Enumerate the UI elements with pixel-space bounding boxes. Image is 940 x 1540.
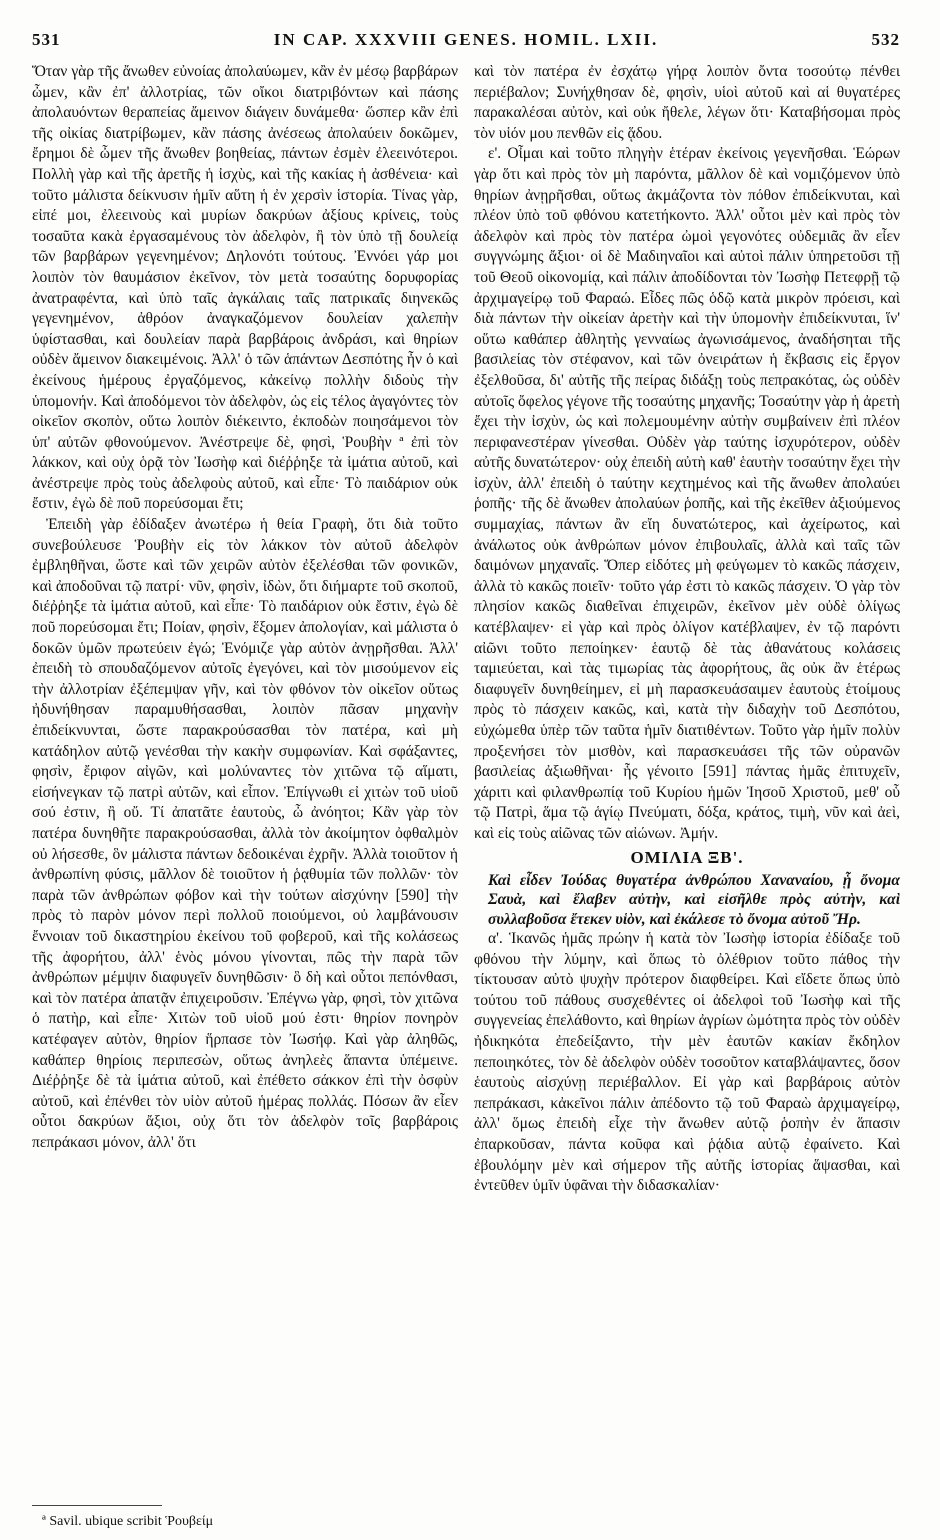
running-header xyxy=(32,30,900,56)
paragraph: Ὅταν γὰρ τῆς ἄνωθεν εὐνοίας ἀπολαύωμεν, κἂν ἐν μέσῳ βαρβάρων ὦμεν, κἂν ἐπ' ἀλλοτρίας, τῶν οἴκοι διατριβόντων καὶ πάσης ἀπολαυόντων θεραπείας ἄμεινον διάγειν δυνάμεθα· ὥσπερ κἂν ἐπὶ τῆς οἰκίας διατρίβωμεν, κἂν πάσης ἀνέσεως ἀπολαύειν δοκῶμεν, ἔρημοι δὲ ὦμεν τῆς ἄνωθεν βοηθείας, πάντων ἐσμὲν ἐλεεινότεροι. Πολλὴ γὰρ καὶ τῆς ἀρετῆς ἡ ἰσχὺς, καὶ τῆς κακίας ἡ ἀσθένεια· καὶ τοῦτο μάλιστα δείκνυσιν ἡμῖν αὕτη ἡ ἐν χερσὶν ἱστορία. Τίνας γὰρ, εἰπέ μοι, ἐλεεινοὺς καὶ μυρίων δακρύων ἀξίους κρίνεις, τοὺς τοσαῦτα κακὰ ἐργασαμένους τὸν ἀδελφὸν, ἢ τὸν ὑπὸ τῇ δουλείᾳ τῶν βαρβάρων γεγενημένον; Δηλονότι τούτους. Ἐννόει γάρ μοι λοιπὸν τὸν θαυμάσιον ἐκεῖνον, τὸν μετὰ τοσαύτης δορυφορίας ἀνατραφέντα, καὶ ὑπὸ ταῖς ἀγκάλαις ταῖς πατρικαῖς διηνεκῶς γεγενημένον, ἀθρόον ἀναγκαζόμενον δουλείαν χαλεπὴν ὑφίστασθαι, καὶ δουλείαν παρὰ βαρβάροις ἀνδράσι, καὶ θηρίων οὐδὲν ἄμεινον διακειμένοις. Ἀλλ' ὁ τῶν ἁπάντων Δεσπότης ἦν ὁ καὶ ἐκείνους ἡμέρους ἐργαζόμενος, κἀκείνῳ πολλὴν διδοὺς τὴν ὑπομονήν. Καὶ ἀποδόμενοι τὸν ἀδελφὸν, ὡς εἰς τέλος ἀγαγόντες τὸν οἰκεῖον σκοπὸν, οὕτω λοιπὸν διέκειντο, ἐκποδὼν ποιησάμενοι τὸν ὑπ' αὐτῶν φθονούμενον. Ἀνέστρεψε δὲ, φησὶ, Ῥουβὴν ª ἐπὶ τὸν λάκκον, καὶ οὐχ ὁρᾷ τὸν Ἰωσὴφ καὶ διέῤῥηξε τὰ ἱμάτια αὐτοῦ, καὶ ἀνέστρεψε πρὸς τοὺς ἀδελφοὺς αὐτοῦ, καὶ εἶπε· Τὸ παιδάριον οὐκ ἔστιν, ἐγὼ δὲ ποῦ πορεύσομαι ἔτι; xyxy=(32,63,458,513)
left-column xyxy=(32,62,458,1197)
two-column-body xyxy=(32,62,900,1197)
page-number-left: 531 xyxy=(32,30,61,49)
paragraph: α'. Ἱκανῶς ἡμᾶς πρώην ἡ κατὰ τὸν Ἰωσὴφ ἱστορία ἐδίδαξε τοῦ φθόνου τὴν λύμην, καὶ ὅπως τὸ ὀλέθριον τοῦτο πάθος τὴν τίκτουσαν αὐτὸ ψυχὴν πρότερον διαφθείρει. Καὶ εἴδετε ὅπως ὑπὸ τούτου τοῦ πάθους συσχεθέντες οἱ ἀδελφοὶ τοῦ Ἰωσὴφ καὶ τῆς συγγενείας ἐπελάθοντο, καὶ θηρίων ἀγρίων ὠμότητα πρὸς τὸν οὐδὲν ἠδικηκότα ἐπεδείξαντο, τὴν μὲν ἑαυτῶν κακίαν ἔκδηλον πεποιηκότες, τὸν δὲ ἀδελφὸν οὐδὲν τοσοῦτον καταβλάψαντες, ὅσον ἑαυτοὺς αἰσχύνῃ περιέβαλλον. Εἰ γὰρ καὶ βαρβάροις αὐτὸν πεπράκασι, κἀκεῖνοι πάλιν ἀπέδοντο τῷ τοῦ Φαραὼ ἀρχιμαγείρῳ, ἀλλ' ὅμως ἐπειδὴ εἶχε τὴν ἄνωθεν αὐτῷ ῥοπὴν ἐν ἅπασιν ἐπαρκοῦσαν, πάντα κοῦφα καὶ ῥᾴδια αὐτῷ ἐφαίνετο. Καὶ ἐβουλόμην μὲν καὶ σήμερον τῆς αὐτῆς ἱστορίας ἅψασθαι, καὶ ἐντεῦθεν ὑμῖν ὑφᾶναι τὴν διδασκαλίαν· xyxy=(474,930,900,1195)
footnote-rule xyxy=(32,1505,162,1506)
page-number-right: 532 xyxy=(871,30,900,49)
footnote: ª Savil. ubique scribit Ῥουβείμ xyxy=(42,1514,214,1529)
running-title: IN CAP. XXXVIII GENES. HOMIL. LXII. xyxy=(273,30,659,49)
right-column xyxy=(474,62,900,1197)
paragraph: ε'. Οἶμαι καὶ τοῦτο πληγὴν ἑτέραν ἐκείνοις γεγενῆσθαι. Ἑώρων γὰρ ὅτι καὶ πρὸς τὸν μὴ παρόντα, μᾶλλον δὲ καὶ νομιζόμενον ὑπὸ θηρίων ἀνῃρῆσθαι, οὕτως ἀκμάζοντα τὸν πόθον ἐπιδείκνυται, καὶ πλέον ὑπὸ τοῦ φθόνου κατετήκοντο. Ἀλλ' οὗτοι μὲν καὶ πρὸς τὸν ἀδελφὸν καὶ πρὸς τὸν πατέρα ὠμοὶ γεγονότες οὐδεμιᾶς ἂν εἶεν συγγνώμης ἄξιοι· οἱ δὲ Μαδιηναῖοι καὶ αὐτοὶ πάλιν ὑπηρετοῦσι τῇ τοῦ Θεοῦ οἰκονομίᾳ, καὶ πάλιν ἀποδίδονται τὸν Ἰωσὴφ Πετεφρῇ τῷ ἀρχιμαγείρῳ τοῦ Φαραώ. Εἶδες πῶς ὁδῷ κατὰ μικρὸν πρόεισι, καὶ διὰ πάντων τὴν οἰκείαν ἀρετὴν καὶ τὴν ὑπομονὴν ἐπιδείκνυται, ἵν' οὕτω καθάπερ ἀθλητὴς γενναίως ἀγωνισάμενος, ἀναδήσηται τῆς βασιλείας τὸν στέφανον, καὶ τῶν ὀνειράτων ἡ ἔκβασις εἰς ἔργον ἐξελθοῦσα, δι' αὐτῆς τῆς πείρας διδάξῃ τοὺς πεπρακότας, ὡς οὐδὲν αὐτοῖς ὄφελος γέγονε τῆς τοσαύτης μηχανῆς; Τοσαύτην γὰρ ἡ ἀρετὴ ἔχει τὴν ἰσχὺν, ὡς καὶ πολεμουμένην αὐτὴν συμβαίνειν ἐπὶ πλέον περιφανεστέραν γίνεσθαι. Οὐδὲν γὰρ ταύτης ἰσχυρότερον, οὐδὲν αὐτῆς δυνατώτερον· οὐχ ἐπειδὴ αὐτὴ καθ' ἑαυτὴν τοσαύτην ἔχει τὴν ἰσχὺν, ἀλλ' ἐπειδὴ ὁ ταύτην κεχτημένος καὶ τῆς ἄνωθεν ἀπολαύει ῥοπῆς· τῆς δὲ ἄνωθεν ἀπολαύων ῥοπῆς, καὶ τῆς ἐκεῖθεν ἀξιούμενος συμμαχίας, πάντων ἂν εἴη δυνατώτερος, καὶ ἀχείρωτος, καὶ ἀνάλωτος οὐκ ἀνθρώπων μόνον ἐπιβουλαῖς, ἀλλὰ καὶ ταῖς τῶν δαιμόνων μηχαναῖς. Ὅπερ εἰδότες μὴ φεύγωμεν τὸ κακῶς πάσχειν, ἀλλὰ τὸ κακῶς ποιεῖν· τοῦτο γάρ ἐστι τὸ κακῶς πάσχειν. Ὁ γὰρ τὸν πλησίον κακῶς διαθεῖναι ἐπιχειρῶν, ἐκεῖνον μὲν οὐδὲ ὀλίγως κατέβλαψεν· εἰ γὰρ καὶ πρὸς ὀλίγον κατέβλαψεν, ἐν τῷ παρόντι αἰῶνι τοῦτο πεποίηκεν· ἑαυτῷ δὲ τὰς ἀθανάτους κολάσεις ταμιεύεται, καὶ τὰς τιμωρίας τὰς ἀφορήτους, ἃς οὐκ ἂν ἑτέρως διαφυγεῖν δυνηθείημεν, εἰ μὴ παρασκευάσαιμεν ἑαυτοὺς ἑτοίμους πρὸς τὸ πάσχειν κακῶς, καὶ, κατὰ τὴν διδαχὴν τοῦ Δεσπότου, εὐχώμεθα ὑπὲρ τῶν ταῦτα ἡμῖν διατιθέντων. Τοῦτο γὰρ ἡμῖν πολὺν προξενήσει τὸν μισθὸν, καὶ παρασκευάσει τῆς τῶν οὐρανῶν βασιλείας ἀξιωθῆναι· ἧς γένοιτο [591] πάντας ἡμᾶς ἐπιτυχεῖν, χάριτι καὶ φιλανθρωπίᾳ τοῦ Κυρίου ἡμῶν Ἰησοῦ Χριστοῦ, μεθ' οὗ τῷ Πατρὶ, ἅμα τῷ ἁγίῳ Πνεύματι, δόξα, κράτος, τιμὴ, νῦν καὶ ἀεὶ, καὶ εἰς τοὺς αἰῶνας τῶν αἰώνων. Ἀμήν. xyxy=(474,145,900,842)
homily-title: ΟΜΙΛΙΑ ΞΒ'. xyxy=(630,847,744,867)
homily-argument: Καὶ εἶδεν Ἰούδας θυγατέρα ἀνθρώπου Χαναναίου, ᾗ ὄνομα Σαυὰ, καὶ ἔλαβεν αὐτὴν, καὶ εἰσῆλθε πρὸς αὐτὴν, καὶ συλλαβοῦσα ἔτεκεν υἱὸν, καὶ ἐκάλεσε τὸ ὄνομα αὐτοῦ Ἤρ. xyxy=(488,871,900,928)
paragraph: Ἐπειδὴ γὰρ ἐδίδαξεν ἀνωτέρω ἡ θεία Γραφὴ, ὅτι διὰ τοῦτο συνεβούλευσε Ῥουβὴν εἰς τὸν λάκκον τὸν αὐτοῦ ἀδελφὸν ἐμβληθῆναι, ὥστε καὶ τῶν χειρῶν αὐτὸν ἐξελέσθαι τῶν φονικῶν, καὶ ἀποδοῦναι τῷ πατρί· νῦν, φησὶν, ἰδὼν, ὅτι διήμαρτε τοῦ σκοποῦ, διέῤῥηξε τὰ ἱμάτια αὐτοῦ, καὶ εἶπε· Τὸ παιδάριον οὐκ ἔστιν, ἐγὼ δὲ ποῦ πορεύσομαι ἔτι; Ποίαν, φησὶν, ἕξομεν ἀπολογίαν, καὶ μάλιστα ὁ δοκῶν ὑμῶν πρωτεύειν ἐγώ; Ἐνόμιζε γὰρ αὐτὸν ἀνῃρῆσθαι. Ἀλλ' ἐπειδὴ τὸ σπουδαζόμενον αὐτοῖς ἐγεγόνει, καὶ τὸν μισούμενον εἰς τὴν ἀλλοτρίαν ἐξέπεμψαν γῆν, καὶ τὸν φθόνον τὸν οἰκεῖον οὕτως ἠδυνήθησαν παραμυθήσασθαι, λοιπὸν πᾶσαν μηχανὴν ἐπιδείκνυνται, ὥστε παρακρούσασθαι τὸν πατέρα, καὶ μὴ κατάδηλον αὐτῷ γενέσθαι τὴν κακὴν συμφωνίαν. Καὶ σφάξαντες, φησὶν, ἔριφον αἰγῶν, καὶ μολύναντες τὸν χιτῶνα τῷ αἵματι, εἰσήνεγκαν τῷ πατρὶ αὐτῶν, καὶ εἶπον. Ἐπίγνωθι εἰ χιτὼν τοῦ υἱοῦ σού ἐστιν, ἢ οὔ. Τί ἀπατᾶτε ἑαυτοὺς, ὦ ἀνόητοι; Κἂν γὰρ τὸν πατέρα δυνηθῆτε παρακρούσασθαι, ἀλλὰ τὸν ἀκοίμητον ὀφθαλμὸν οὐ λήσεσθε, ὃν μάλιστα πάντων δεδοικέναι ἐχρῆν. Ἀλλὰ τοιοῦτον ἡ ἀνθρωπίνη φύσις, μᾶλλον δὲ τοιοῦτον ἡ ῥᾳθυμία τῶν πολλῶν· τὸν παρὰ τῶν ἀνθρώπων φόβον καὶ τὴν τούτων αἰσχύνην [590] τὴν πρὸς τὸ παρὸν μόνον περὶ πολλοῦ ποιούμενοι, οὐ λαμβάνουσιν ἔννοιαν τοῦ δικαστηρίου ἐκείνου τοῦ φοβεροῦ, καὶ τῆς κολάσεως τῆς ἀφορήτου, ἀλλ' ἑνὸς μόνου γίνονται, πῶς τὴν παρὰ τῶν ἀνθρώπων μέμψιν διαφυγεῖν δυνηθῶσιν· ὃ δὴ καὶ οὗτοι πεπόνθασι, καὶ τὸν πατέρα ἀπατᾷν ἐπιχειροῦσιν. Ἐπέγνω γὰρ, φησὶ, τὸν χιτῶνα ὁ πατὴρ, καὶ εἶπε· Χιτὼν τοῦ υἱοῦ μού ἐστι· θηρίον πονηρὸν κατέφαγεν αὐτὸν, θηρίον ἥρπασε τὸν Ἰωσήφ. Καὶ γὰρ ἀληθῶς, καθάπερ θηρίοις περιπεσὼν, οὕτως ἀνηλεὲς ἅπαντα ὑπέμεινε. Διέῤῥηξε δὲ τὰ ἱμάτια αὐτοῦ, καὶ ἐπέθετο σάκκον ἐπὶ τὴν ὀσφὺν αὐτοῦ, καὶ ἐπένθει τὸν υἱὸν αὐτοῦ ἡμέρας πολλάς. Πόσων ἂν εἶεν οὗτοι δακρύων ἄξιοι, οὐχ ὅτι τὸν ἀδελφὸν τοῖς βαρβάροις πεπράκασι μόνον, ἀλλ' ὅτι xyxy=(32,516,458,1151)
paragraph: καὶ τὸν πατέρα ἐν ἐσχάτῳ γήρᾳ λοιπὸν ὄντα τοσούτῳ πένθει περιέβαλον; Συνήχθησαν δὲ, φησὶν, υἱοὶ αὐτοῦ καὶ αἱ θυγατέρες παρακαλέσαι αὐτὸν, καὶ οὐκ ἤθελε, λέγων ὅτι· Καταβήσομαι πρὸς τὸν υἱόν μου πενθῶν εἰς ᾅδου. xyxy=(474,63,900,142)
